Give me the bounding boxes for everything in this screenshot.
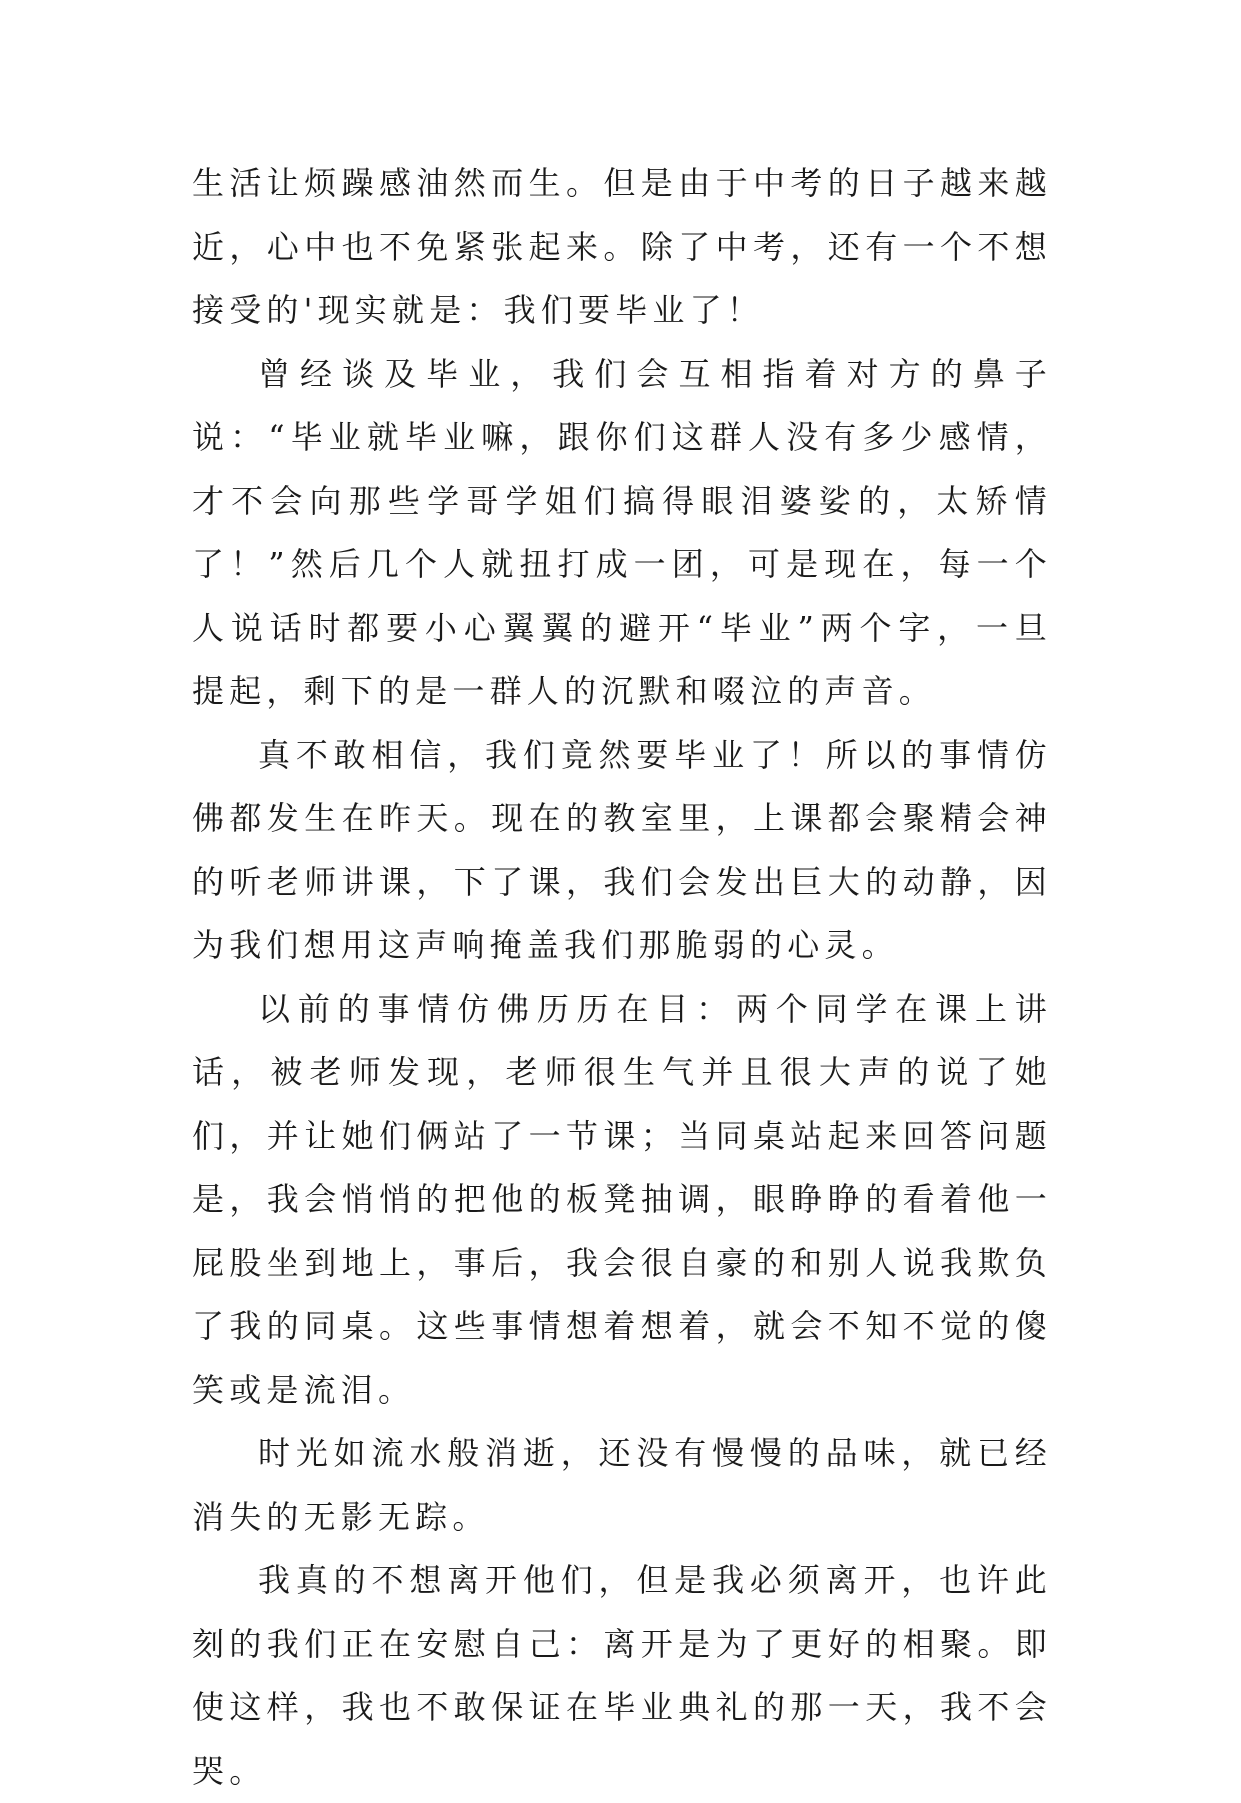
paragraph-continuation: 生活让烦躁感油然而生。但是由于中考的日子越来越近，心中也不免紧张起来。除了中考，还有一个不想接受的'现实就是：我们要毕业了！ (192, 164, 1052, 329)
paragraph: 曾经谈及毕业，我们会互相指着对方的鼻子说：“毕业就毕业嘛，跟你们这群人没有多少感情，才不会向那些学哥学姐们搞得眼泪婆娑的，太矫情了！”然后几个人就扭打成一团，可是现在，每一个人说话时都要小心翼翼的避开“毕业”两个字，一旦提起，剩下的是一群人的沉默和啜泣的声音。 (192, 354, 1052, 710)
paragraph: 我真的不想离开他们，但是我必须离开，也许此刻的我们正在安慰自己：离开是为了更好的相聚。即使这样，我也不敢保证在毕业典礼的那一天，我不会哭。 (192, 1561, 1052, 1790)
paragraph: 真不敢相信，我们竟然要毕业了！所以的事情仿佛都发生在昨天。现在的教室里，上课都会聚精会神的听老师讲课，下了课，我们会发出巨大的动静，因为我们想用这声响掩盖我们那脆弱的心灵。 (192, 735, 1052, 964)
paragraph: 时光如流水般消逝，还没有慢慢的品味，就已经消失的无影无踪。 (192, 1434, 1052, 1536)
paragraph: 以前的事情仿佛历历在目：两个同学在课上讲话，被老师发现，老师很生气并且很大声的说了她们，并让她们俩站了一节课；当同桌站起来回答问题是，我会悄悄的把他的板凳抽调，眼睁睁的看着他一屁股坐到地上，事后，我会很自豪的和别人说我欺负了我的同桌。这些事情想着想着，就会不知不觉的傻笑或是流泪。 (192, 989, 1052, 1409)
article-body (192, 152, 1052, 1803)
